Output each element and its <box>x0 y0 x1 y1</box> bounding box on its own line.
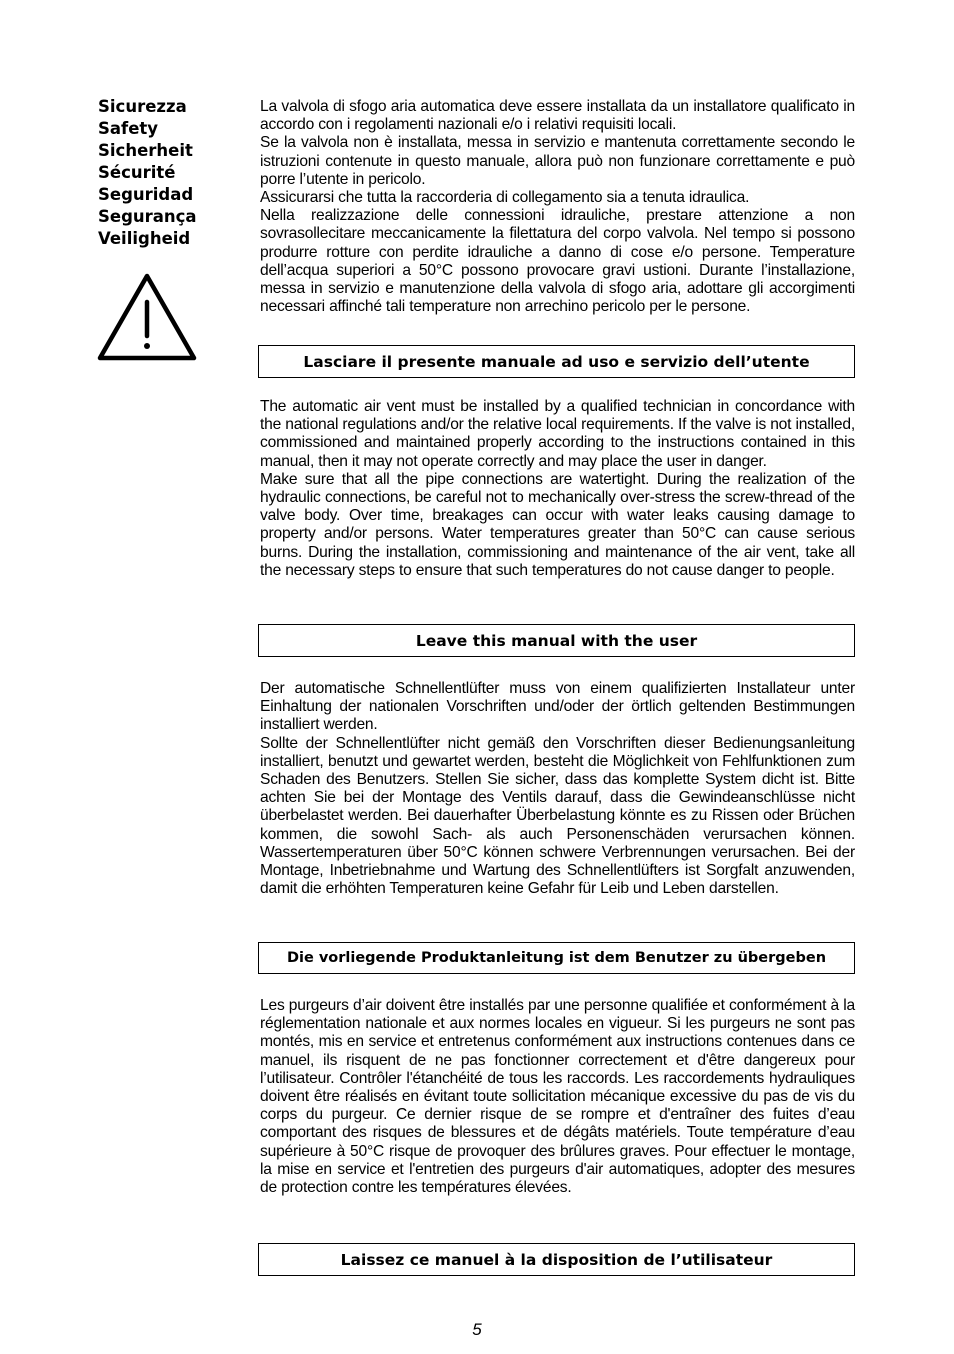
paragraph: Assicurarsi che tutta la raccorderia di collegamento sia a tenuta idraulica. <box>260 189 750 207</box>
paragraph: Sollte der Schnellentlüfter nicht gemäß den Vorschriften dieser Bedienungsanleitung installiert, benutzt und gewartet werden, besteht die Möglichkeit von Fehlfunktionen zum Schaden des Benutzers. Stellen Sie sicher, dass das komplette System dicht ist. Bitte achten Sie bei der Montage des Ventils darauf, dass die Gewindeanschlüsse nicht überbelastet werden. Bei dauerhafter Überbelastung könnte es zu Rissen oder Brüchen kommen, die sowohl Sach- als auch Personenschäden verursachen können. Wassertemperaturen über 50°C können schwere Verbrennungen verursachen. Bei der Montage, Inbetriebnahme und Wartung des Schnellentlüfters ist Sorgfalt anzuwenden, damit die erhöhten Temperaturen keine Gefahr für Leib und Leben darstellen. <box>260 734 855 898</box>
paragraph: Se la valvola non è installata, messa in servizio e mantenuta correttamente secondo le istruzioni contenute in questo manuale, allora può non funzionare correttamente e può porre l’utente in pericolo. <box>260 134 855 188</box>
section-en-text <box>260 398 855 580</box>
paragraph: The automatic air vent must be installed by a qualified technician in concordance with the national regulations and/or the relative local requirements. If the valve is not installed, commissioned and maintained properly according to the instructions contained in this manual, then it may not operate correctly and may place the user in danger. <box>260 398 855 470</box>
section-fr-text <box>260 997 855 1197</box>
heading-nl: Veiligheid <box>98 229 191 248</box>
section-de-text <box>260 680 855 898</box>
heading-fr: Sécurité <box>98 163 176 182</box>
warning-triangle-icon <box>96 272 198 362</box>
section-it-text <box>260 98 855 316</box>
paragraph: Les purgeurs d’air doivent être installés par une personne qualifiée et conformément à la réglementation nationale et aux normes locales en vigueur. Si les purgeurs ne sont pas montés, mis en service et entretenus conformément aux instructions contenues dans ce manuel, ils risquent de ne pas fonctionner correctement et d'être dangereux pour l’utilisateur. Contrôler l'étanchéité de tous les raccords. Les raccordements hydrauliques doivent être réalisés en évitant toute sollicitation mécanique excessive du pas de vis du corps du purgeur. Ce dernier risque de se rompre et d'entraîner des fuites d’eau comportant des risques de blessures et de dégâts matériels. Toute température d’eau supérieure à 50°C risque de provoquer des brûlures graves. Pour effectuer le montage, la mise en service et l'entretien des purgeurs d'air automatiques, adopter des mesures de protection contre les températures élevées. <box>260 997 855 1197</box>
page-number: 5 <box>472 1320 482 1339</box>
paragraph: Der automatische Schnellentlüfter muss von einem qualifizierten Installateur unter Einhaltung der nationalen Vorschriften und/oder der örtlich geltenden Bestimmungen installiert werden. <box>260 680 855 734</box>
heading-it: Sicurezza <box>98 97 187 116</box>
paragraph: Make sure that all the pipe connections are watertight. During the realization of the hydraulic connections, be careful not to mechanically over-stress the screw-thread of the valve body. Over time, breakages can occur with water leaks causing damage to property and/or persons. Water temperatures greater than 50°C can cause serious burns. During the installation, commissioning and maintenance of the air vent, take all the necessary steps to ensure that such temperatures do not cause danger to people. <box>260 470 855 579</box>
heading-es: Seguridad <box>98 185 194 204</box>
notice-box-fr: Laissez ce manuel à la disposition de l’utilisateur <box>258 1243 855 1276</box>
safety-headings <box>98 96 238 250</box>
heading-de: Sicherheit <box>98 141 193 160</box>
heading-pt: Segurança <box>98 207 197 226</box>
notice-box-it: Lasciare il presente manuale ad uso e servizio dell’utente <box>258 345 855 378</box>
notice-box-de: Die vorliegende Produktanleitung ist dem Benutzer zu übergeben <box>258 942 855 974</box>
heading-en: Safety <box>98 119 159 138</box>
notice-box-en: Leave this manual with the user <box>258 624 855 657</box>
paragraph: La valvola di sfogo aria automatica deve essere installata da un installatore qualificato in accordo con i regolamenti nazionali e/o i relativi requisiti locali. <box>260 98 855 134</box>
paragraph: Nella realizzazione delle connessioni idrauliche, prestare attenzione a non sovrasollecitare meccanicamente la filettatura del corpo valvola. Nel tempo si possono produrre rotture con perdite idrauliche a danno di cose e/o persone. Temperature dell’acqua superiori a 50°C possono provocare gravi ustioni. Durante l’installazione, messa in servizio e manutenzione della valvola di sfogo aria, adottare gli accorgimenti necessari affinché tali temperature non arrechino pericolo per le persone. <box>260 207 855 316</box>
